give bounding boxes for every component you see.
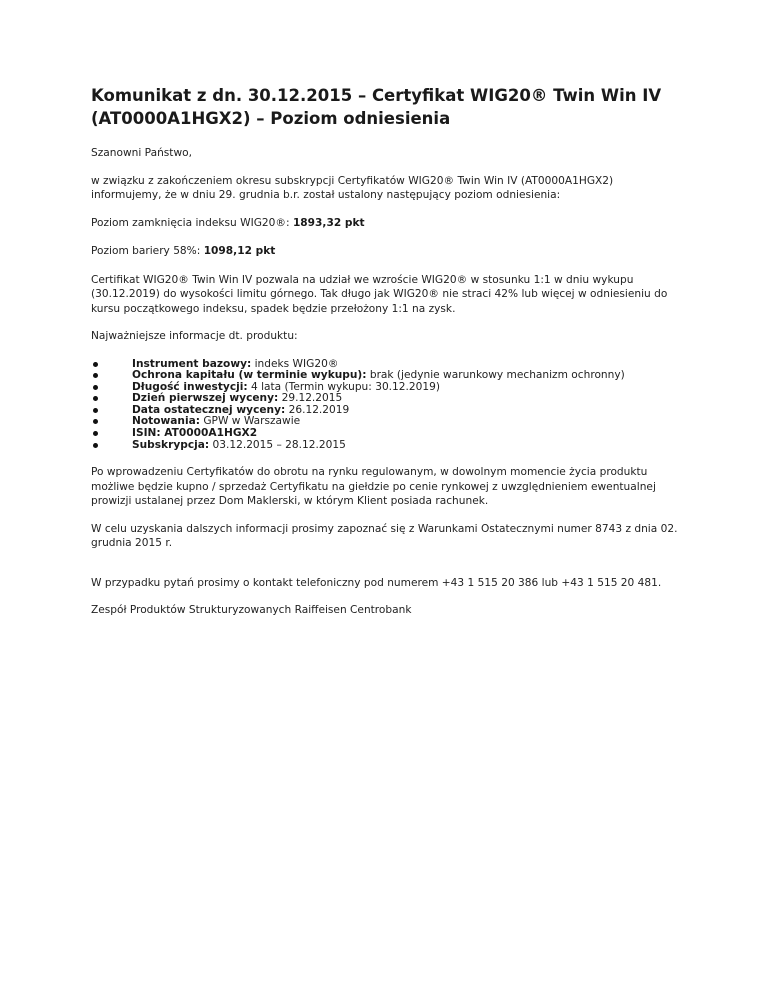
more-info-paragraph [91, 522, 691, 551]
page-title [91, 84, 691, 130]
barrier-level [91, 244, 691, 259]
explanation-paragraph [91, 273, 691, 317]
intro-line-1: w związku z zakończeniem okresu subskrypcji Certyfikatów WIG20® Twin Win IV (AT0000A1HGX2) [91, 174, 614, 187]
list-item-value: GPW w Warszawie [199, 415, 301, 428]
list-item-label: Instrument bazowy: [132, 357, 252, 370]
trading-line-1: Po wprowadzeniu Certyfikatów do obrotu na rynku regulowanym, w dowolnym momencie życia produktu [91, 466, 648, 479]
list-item-label: ISIN: AT0000A1HGX2 [132, 427, 258, 440]
list-item-label: Dzień pierwszej wyceny: [132, 392, 279, 405]
more-info-line-2: grudnia 2015 r. [91, 537, 173, 550]
list-item-label: Długość inwestycji: [132, 380, 248, 393]
list-item-label: Ochrona kapitału (w terminie wykupu): [132, 369, 367, 382]
bullet-icon [93, 396, 98, 401]
bullet-icon [93, 443, 98, 448]
bullet-icon [93, 431, 98, 436]
list-item-value: brak (jedynie warunkowy mechanizm ochronny) [366, 369, 625, 382]
intro-line-2: informujemy, że w dniu 29. grudnia b.r. został ustalony następujący poziom odniesienia: [91, 189, 561, 201]
list-item-label: Notowania: [132, 415, 200, 428]
document [91, 84, 691, 618]
page-title-line-2: (AT0000A1HGX2) – Poziom odniesienia [91, 109, 451, 128]
barrier-level-label: Poziom bariery 58%: [91, 245, 204, 257]
list-item-value: 29.12.2015 [278, 392, 343, 405]
intro-paragraph [91, 174, 691, 203]
trading-line-2: możliwe będzie kupno / sprzedaż Certyfikatu na giełdzie po cenie rynkowej z uwzględnieniem ewentualnej [91, 480, 656, 493]
barrier-level-value: 1098,12 pkt [203, 245, 276, 257]
key-info-heading: Najważniejsze informacje dt. produktu: [91, 330, 298, 342]
explanation-line-1: Certifikat WIG20® Twin Win IV pozwala na udział we wzroście WIG20® w stosunku 1:1 w dniu wykupu [91, 273, 634, 286]
product-info-list [91, 359, 691, 452]
list-item-value: indeks WIG20® [251, 357, 339, 370]
trading-paragraph [91, 465, 691, 509]
list-item-label: Data ostatecznej wyceny: [132, 403, 286, 416]
page-title-line-1: Komunikat z dn. 30.12.2015 – Certyfikat WIG20® Twin Win IV [91, 86, 662, 105]
closing-level-value: 1893,32 pkt [292, 216, 365, 229]
explanation-line-3: kursu początkowego indeksu, spadek będzie przełożony 1:1 na zysk. [91, 302, 456, 315]
closing-level-label: Poziom zamknięcia indeksu WIG20®: [91, 216, 293, 229]
more-info-line-1: W celu uzyskania dalszych informacji prosimy zapoznać się z Warunkami Ostatecznymi numer 8743 z dnia 02. [91, 522, 678, 535]
trading-line-3: prowizji ustalanej przez Dom Maklerski, w którym Klient posiada rachunek. [91, 495, 489, 508]
contact-paragraph: W przypadku pytań prosimy o kontakt telefoniczny pod numerem +43 1 515 20 386 lub +43 1 515 20 481. [91, 576, 662, 589]
greeting: Szanowni Państwo, [91, 147, 192, 159]
list-item-value: 03.12.2015 – 28.12.2015 [209, 438, 346, 451]
list-item-value: 4 lata (Termin wykupu: 30.12.2019) [247, 380, 440, 393]
list-item-value: 26.12.2019 [285, 403, 350, 416]
bullet-icon [93, 373, 98, 378]
closing-level [91, 216, 691, 231]
bullet-icon [93, 362, 98, 367]
bullet-icon [93, 385, 98, 390]
bullet-icon [93, 408, 98, 413]
signature: Zespół Produktów Strukturyzowanych Raiffeisen Centrobank [91, 604, 412, 617]
bullet-icon [93, 419, 98, 424]
list-item-label: Subskrypcja: [132, 438, 210, 451]
explanation-line-2: (30.12.2019) do wysokości limitu górnego. Tak długo jak WIG20® nie straci 42% lub więcej w odniesieniu do [91, 288, 668, 300]
list-item [91, 440, 691, 452]
